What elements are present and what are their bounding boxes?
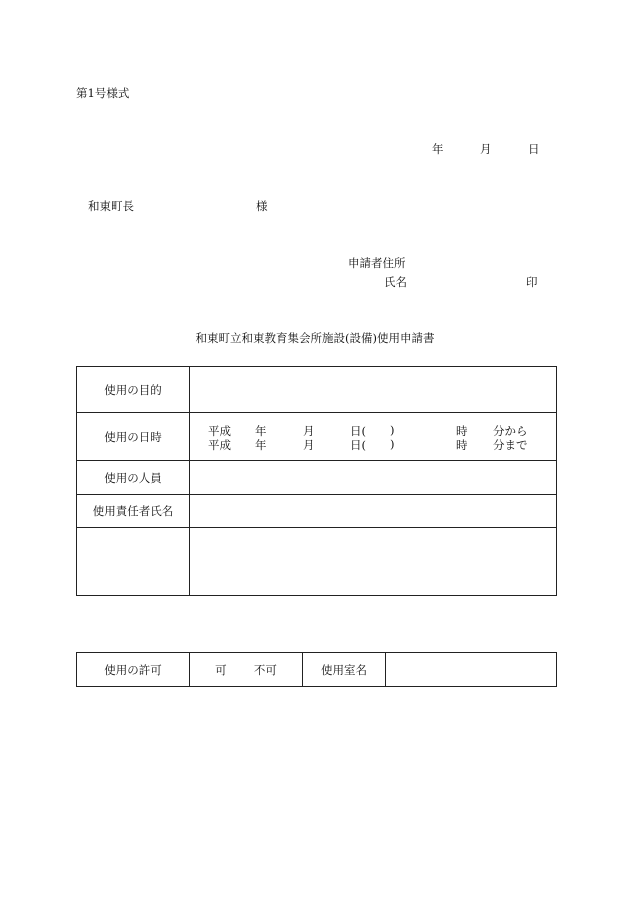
document-title: 和東町立和東教育集会所施設(設備)使用申請書: [195, 331, 435, 345]
room-field[interactable]: [386, 653, 557, 687]
date-month-label: 月: [480, 142, 492, 156]
responsible-row: [77, 495, 557, 528]
year-label: 年: [255, 423, 267, 438]
era-label: 平成: [208, 437, 231, 452]
people-field[interactable]: [190, 461, 557, 495]
weekday-close: ): [390, 436, 395, 451]
purpose-field[interactable]: [190, 367, 557, 413]
permission-label: 使用の許可: [77, 653, 190, 687]
weekday-close: ): [390, 422, 395, 437]
datetime-end-line: [190, 437, 556, 451]
seal-mark: 印: [526, 275, 538, 289]
blank-field[interactable]: [190, 528, 557, 596]
month-label: 月: [303, 437, 315, 452]
form-number: 第1号様式: [76, 86, 130, 100]
hour-label: 時: [456, 437, 468, 452]
date-day-label: 日: [528, 142, 540, 156]
addressee-honorific: 様: [256, 199, 268, 213]
allow-option[interactable]: 可: [215, 662, 227, 677]
purpose-label: 使用の目的: [77, 367, 190, 413]
room-label: 使用室名: [303, 653, 386, 687]
responsible-field[interactable]: [190, 495, 557, 528]
datetime-start-line: [190, 423, 556, 437]
responsible-label: 使用責任者氏名: [77, 495, 190, 528]
blank-row: [77, 528, 557, 596]
permission-table: [76, 652, 557, 687]
datetime-label: 使用の日時: [77, 413, 190, 461]
era-label: 平成: [208, 423, 231, 438]
people-row: [77, 461, 557, 495]
applicant-name-label: 氏名: [384, 275, 407, 289]
addressee-name: 和東町長: [88, 199, 134, 213]
datetime-row: [77, 413, 557, 461]
month-label: 月: [303, 423, 315, 438]
day-label: 日(: [350, 423, 366, 438]
date-year-label: 年: [432, 142, 444, 156]
year-label: 年: [255, 437, 267, 452]
blank-label-cell: [77, 528, 190, 596]
purpose-row: [77, 367, 557, 413]
application-table: [76, 366, 557, 596]
hour-label: 時: [456, 423, 468, 438]
day-label: 日(: [350, 437, 366, 452]
permission-row: [77, 653, 557, 687]
applicant-address-label: 申請者住所: [348, 256, 406, 270]
people-label: 使用の人員: [77, 461, 190, 495]
minute-until-label: 分まで: [493, 437, 528, 452]
minute-from-label: 分から: [493, 423, 528, 438]
deny-option[interactable]: 不可: [253, 662, 277, 677]
permission-options[interactable]: [190, 653, 303, 687]
datetime-field[interactable]: [190, 413, 557, 461]
